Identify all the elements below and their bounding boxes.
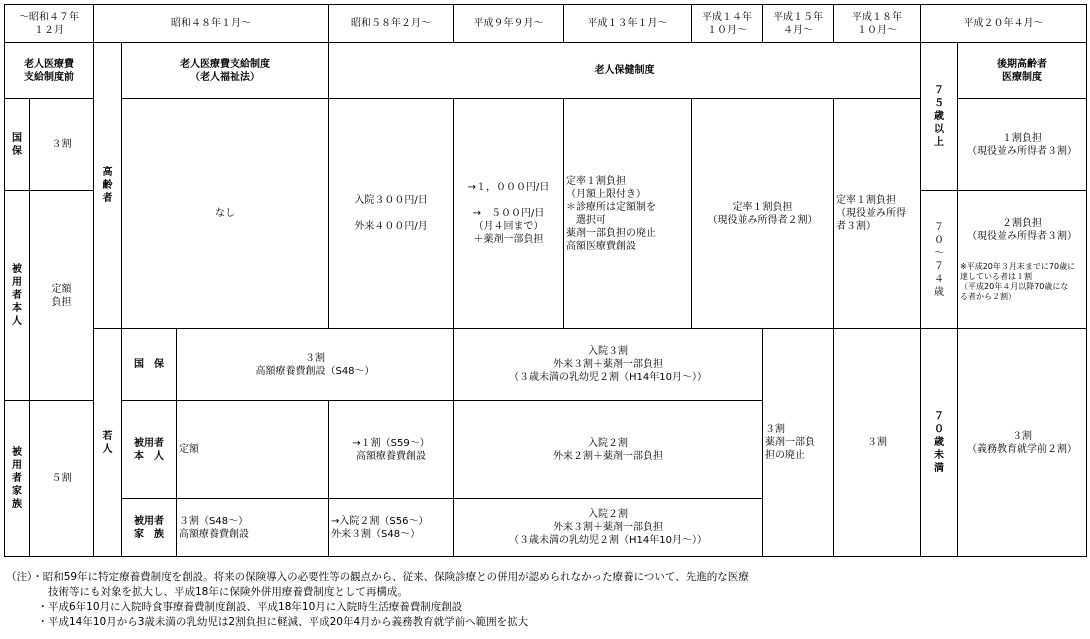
label-koreisha: 高 齢 者: [94, 43, 122, 329]
kazoku-before-rate: ５割: [30, 401, 94, 557]
footnotes: [6, 570, 1084, 630]
kokuho-before-rate: ３割: [30, 99, 94, 191]
cell-h18-young: ３割: [834, 329, 921, 557]
label-hihokensha-honnin: 被 用 者 本 人: [5, 191, 30, 401]
period-header-s47: ～昭和４７年 １２月: [5, 5, 94, 43]
cell-h18-elderly: 定率１割負担 （現役並み所得 者３割）: [834, 99, 921, 329]
cell-kazoku-young-s48-a: ３割（S48～） 高額療養費創設: [177, 499, 329, 557]
label-honnin-sub: 被用者 本 人: [122, 401, 177, 499]
label-kazoku-sub: 被用者 家 族: [122, 499, 177, 557]
honnin-before-rate: 定額 負担: [30, 191, 94, 401]
cell-koki-young: ３割 （義務教育就学前２割）: [958, 329, 1087, 557]
system-koki: 後期高齢者 医療制度: [958, 43, 1087, 99]
label-hihokensha-kazoku: 被 用 者 家 族: [5, 401, 30, 557]
period-header-h14: 平成１４年 １０月～: [692, 5, 763, 43]
cell-h9-elderly: →１，０００円/日 → ５００円/日 （月４回まで） ＋薬剤一部負担: [454, 99, 564, 329]
cell-s58-elderly: 入院３００円/日 外来４００円/月: [329, 99, 454, 329]
footnote-line: ・平成14年10月から3歳未満の乳幼児は2割負担に軽減、平成20年4月から義務教育就学前へ範囲を拡大: [6, 616, 529, 628]
period-header-h13: 平成１３年１月～: [564, 5, 692, 43]
cell-h14-elderly: 定率１割負担 （現役並み所得者２割）: [692, 99, 834, 329]
label-kokuho: 国 保: [5, 99, 30, 191]
cell-h13-elderly: 定率１割負担 （月額上限付き） ＊診療所は定額制を 選択可 薬剤一部負担の廃止 高額医療費創設: [564, 99, 692, 329]
period-header-h20: 平成２０年４月～: [921, 5, 1087, 43]
cell-honnin-young-s48-b: →１割（S59～） 高額療養費創設: [329, 401, 454, 499]
period-header-h18: 平成１８年 １０月～: [834, 5, 921, 43]
footnote-line: （注）・昭和59年に特定療養費制度を創設。将来の保険導入の必要性等の観点から、従来、保険診療との併用が認められなかった療養について、先進的な医療: [6, 571, 749, 583]
cell-kazoku-young-h9: 入院２割 外来３割＋薬剤一部負担 （３歳未満の乳幼児２割（H14年10月～））: [454, 499, 763, 557]
koki-70-74-main: ２割負担 （現役並み所得者３割）: [967, 218, 1078, 242]
koki-70-74-note: ※平成20年３月末までに70歳に 達している者は１割 （平成20年４月以降70歳にな る者から２割）: [960, 262, 1076, 301]
cell-kokuho-young-s48: ３割 高額療養費創設（S48～）: [177, 329, 454, 401]
cell-kazoku-young-s48-b: →入院２割（S56～） 外来３割（S48～）: [329, 499, 454, 557]
system-rojin-shikyu: 老人医療費支給制度 （老人福祉法）: [122, 43, 329, 99]
period-header-s48: 昭和４８年１月～: [94, 5, 329, 43]
system-rojin-hoken: 老人保健制度: [329, 43, 921, 99]
label-age75: ７ ５ 歳 以 上: [921, 43, 958, 191]
medical-cost-burden-table: [4, 4, 1087, 557]
cell-honnin-young-h9: 入院２割 外来２割＋薬剤一部負担: [454, 401, 763, 499]
footnote-line: 技術等にも対象を拡大し、平成18年に保険外併用療養費制度として再構成。: [6, 586, 408, 598]
period-header-h15: 平成１５年 ４月～: [763, 5, 834, 43]
label-age70-74: ７ ０ ～ ７ ４ 歳: [921, 191, 958, 329]
cell-kokuho-young-h9: 入院３割 外来３割＋薬剤一部負担 （３歳未満の乳幼児２割（H14年10月～））: [454, 329, 763, 401]
period-header-s58: 昭和５８年２月～: [329, 5, 454, 43]
label-jakunin: 若 人: [94, 329, 122, 557]
cell-h15-young: ３割 薬剤一部負 担の廃止: [763, 329, 834, 557]
footnote-line: ・平成6年10月に入院時食事療養費制度創設、平成18年10月に入院時生活療養費制度創設: [6, 601, 463, 613]
label-age-under70: ７ ０ 歳 未 満: [921, 329, 958, 557]
cell-nashi: なし: [122, 99, 329, 329]
cell-koki-75: １割負担 （現役並み所得者３割）: [958, 99, 1087, 191]
cell-honnin-young-s48-a: 定額: [177, 401, 329, 499]
period-header-h9: 平成９年９月～: [454, 5, 564, 43]
label-kokuho-sub: 国 保: [122, 329, 177, 401]
cell-koki-70-74: [958, 191, 1087, 329]
system-before: 老人医療費 支給制度前: [5, 43, 94, 99]
